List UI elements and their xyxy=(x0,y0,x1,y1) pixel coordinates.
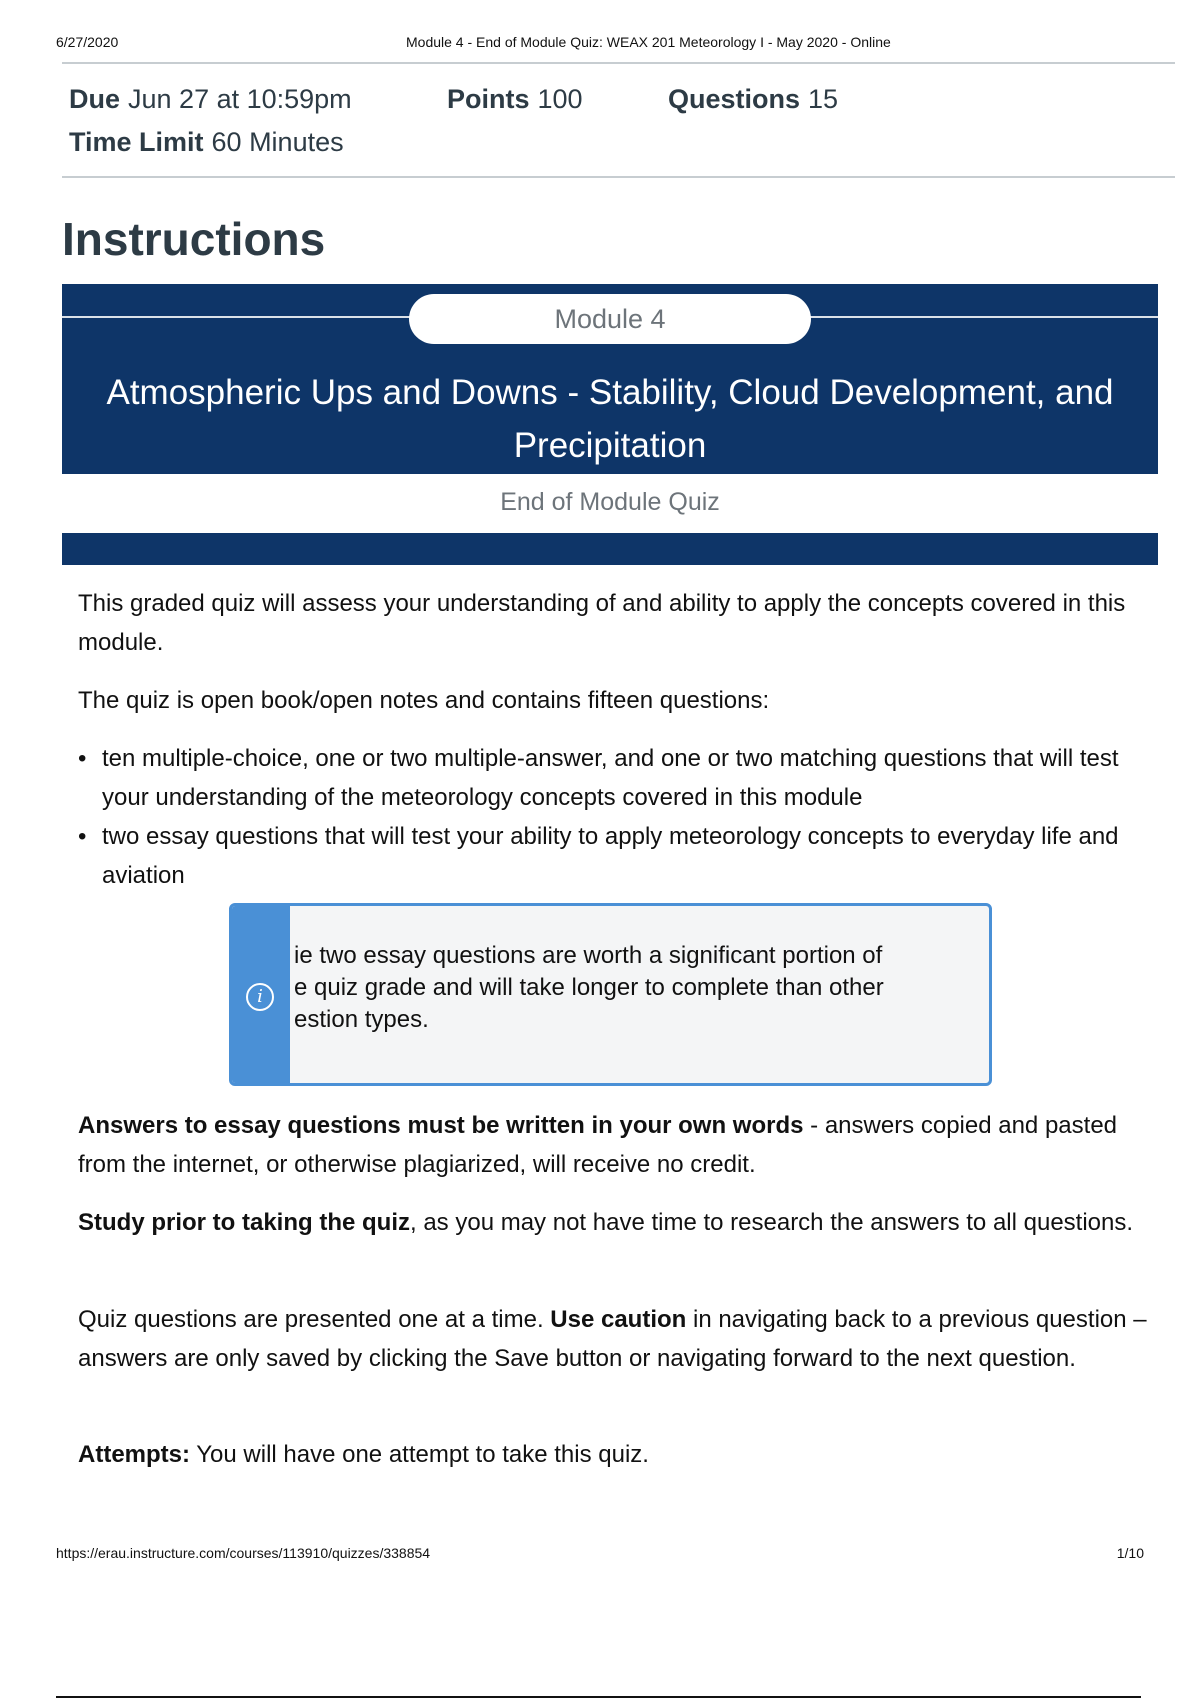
essay-bold: Answers to essay questions must be written in your own words xyxy=(78,1112,804,1139)
module-label-pill: Module 4 xyxy=(409,294,811,344)
bottom-divider xyxy=(56,1696,1141,1698)
question-types-list xyxy=(78,739,1163,895)
questions-value: 15 xyxy=(808,84,839,114)
time-limit-value: 60 Minutes xyxy=(211,127,344,157)
page-number: 1/10 xyxy=(1116,1545,1144,1561)
intro-paragraph: This graded quiz will assess your understanding of and ability to apply the concepts covered in this module. xyxy=(78,590,1126,656)
module-subtitle: End of Module Quiz xyxy=(500,488,720,516)
caution-bold: Use caution xyxy=(550,1306,687,1333)
print-url: https://erau.instructure.com/courses/113910/quizzes/338854 xyxy=(56,1545,431,1561)
attempts-paragraph xyxy=(78,1435,1163,1474)
callout-sidebar xyxy=(232,906,290,1083)
module-banner xyxy=(62,284,1158,474)
quiz-due xyxy=(69,84,352,115)
info-icon: i xyxy=(246,983,274,1011)
study-paragraph xyxy=(78,1203,1163,1242)
info-callout xyxy=(229,903,992,1086)
instructions-heading: Instructions xyxy=(62,213,326,265)
points-label: Points xyxy=(447,84,530,114)
open-book-paragraph: The quiz is open book/open notes and contains fifteen questions: xyxy=(78,687,770,714)
attempts-rest: You will have one attempt to take this quiz. xyxy=(190,1441,649,1468)
print-date: 6/27/2020 xyxy=(56,34,119,50)
caution-paragraph xyxy=(78,1300,1163,1378)
due-value: Jun 27 at 10:59pm xyxy=(128,84,352,114)
print-title: Module 4 - End of Module Quiz: WEAX 201 Meteorology I - May 2020 - Online xyxy=(406,34,891,50)
essay-rest: - answers copied and pasted from the internet, or otherwise plagiarized, will receive no credit. xyxy=(78,1112,1118,1178)
callout-text: ie two essay questions are worth a significant portion of е quiz grade and will take longer to complete than other estion types. xyxy=(294,942,884,1033)
caution-rest: in navigating back to a previous question – answers are only saved by clicking the Save button or navigating forward to the next question. xyxy=(78,1306,1147,1372)
print-header xyxy=(56,34,1144,54)
divider xyxy=(62,62,1175,64)
quiz-points xyxy=(447,84,583,115)
divider xyxy=(62,176,1175,178)
essay-paragraph xyxy=(78,1106,1163,1184)
questions-label: Questions xyxy=(668,84,801,114)
study-rest: , as you may not have time to research the answers to all questions. xyxy=(410,1209,1134,1236)
list-item: • two essay questions that will test your ability to apply meteorology concepts to everyday life and aviation xyxy=(78,817,1163,895)
caution-pre: Quiz questions are presented one at a time. xyxy=(78,1306,551,1333)
due-label: Due xyxy=(69,84,121,114)
banner-bottom-bar xyxy=(62,533,1158,565)
quiz-questions xyxy=(668,84,838,115)
attempts-bold: Attempts: xyxy=(78,1441,190,1468)
study-bold: Study prior to taking the quiz xyxy=(78,1209,410,1236)
list-item: • ten multiple-choice, one or two multiple-answer, and one or two matching questions that will test your understanding of the meteorology concepts covered in this module xyxy=(78,739,1163,817)
module-title: Atmospheric Ups and Downs - Stability, Cloud Development, and Precipitation xyxy=(106,373,1114,465)
quiz-time-limit xyxy=(69,127,344,158)
points-value: 100 xyxy=(537,84,583,114)
time-limit-label: Time Limit xyxy=(69,127,204,157)
